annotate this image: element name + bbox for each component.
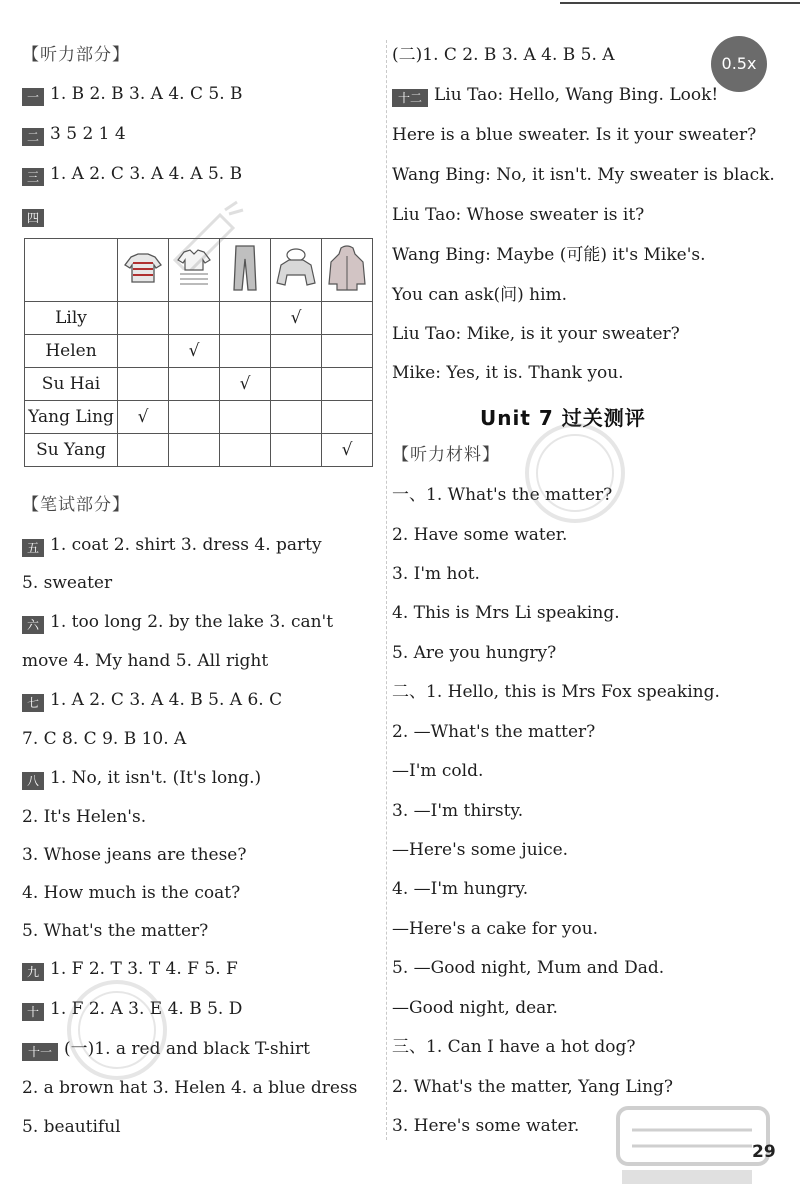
- answer-line-10: 十 1. F 2. A 3. E 4. B 5. D: [22, 998, 242, 1021]
- listening-header: 【听力部分】: [22, 45, 130, 65]
- carrot-watermark-icon: [165, 200, 245, 270]
- material-line: 3. I'm hot.: [392, 564, 480, 584]
- dialogue-line-7: Liu Tao: Mike, is it your sweater?: [392, 324, 680, 344]
- section-marker: 二: [22, 128, 44, 146]
- writing-header: 【笔试部分】: [22, 495, 130, 515]
- material-line: 二、1. Hello, this is Mrs Fox speaking.: [392, 682, 720, 702]
- material-line: 5. —Good night, Mum and Dad.: [392, 958, 665, 978]
- tick-cell: [322, 335, 373, 368]
- tick-cell: [220, 302, 271, 335]
- row-name: Helen: [25, 335, 118, 368]
- tick-cell: [271, 434, 322, 467]
- tick-cell: [118, 302, 169, 335]
- tick-cell: √: [169, 335, 220, 368]
- tick-cell: √: [322, 434, 373, 467]
- answer-line-5a: 五 1. coat 2. shirt 3. dress 4. party: [22, 534, 322, 557]
- tick-cell: [169, 302, 220, 335]
- kuaidui-watermark-icon: [520, 418, 630, 528]
- material-line: 5. Are you hungry?: [392, 643, 557, 663]
- dialogue-line-1: 十二 Liu Tao: Hello, Wang Bing. Look!: [392, 84, 718, 107]
- answer-line-8-1: 八 1. No, it isn't. (It's long.): [22, 767, 261, 790]
- section-marker: 九: [22, 963, 44, 981]
- section-marker: 十二: [392, 89, 428, 107]
- column-divider: [386, 40, 387, 1140]
- answer-line-3: 三 1. A 2. C 3. A 4. A 5. B: [22, 163, 242, 186]
- material-line: 3. —I'm thirsty.: [392, 801, 524, 821]
- section-marker: 十一: [22, 1043, 58, 1061]
- section-marker: 七: [22, 694, 44, 712]
- tick-cell: [220, 434, 271, 467]
- kuaidui-watermark-icon: [62, 975, 172, 1085]
- coat-icon: [322, 239, 373, 302]
- top-rule: [560, 2, 800, 4]
- tick-cell: [169, 368, 220, 401]
- answer-line-11-part2: (二)1. C 2. B 3. A 4. B 5. A: [392, 45, 615, 65]
- tick-cell: [322, 302, 373, 335]
- answer-line-11c: 5. beautiful: [22, 1117, 121, 1137]
- material-header: 【听力材料】: [392, 445, 500, 465]
- section-marker: 一: [22, 88, 44, 106]
- row-name: Yang Ling: [25, 401, 118, 434]
- table-row: [25, 335, 373, 368]
- section-marker: 四: [22, 209, 44, 227]
- answer-line-7b: 7. C 8. C 9. B 10. A: [22, 729, 187, 749]
- playback-speed-button[interactable]: 0.5x: [711, 36, 767, 92]
- material-line: 2. —What's the matter?: [392, 722, 596, 742]
- material-line: 2. What's the matter, Yang Ling?: [392, 1077, 674, 1097]
- table-row: [25, 401, 373, 434]
- section-marker: 五: [22, 539, 44, 557]
- answer-line-4: [22, 204, 50, 227]
- tick-cell: √: [271, 302, 322, 335]
- tick-cell: [118, 335, 169, 368]
- tick-cell: √: [118, 401, 169, 434]
- tick-cell: [169, 401, 220, 434]
- answer-line-7a: 七 1. A 2. C 3. A 4. B 5. A 6. C: [22, 689, 282, 712]
- answer-line-11a: 十一 (一)1. a red and black T-shirt: [22, 1038, 310, 1061]
- tick-cell: [271, 368, 322, 401]
- tick-cell: [169, 434, 220, 467]
- sweater-icon: [118, 239, 169, 302]
- row-name: Su Yang: [25, 434, 118, 467]
- material-line: 一、1. What's the matter?: [392, 485, 613, 505]
- section-marker: 十: [22, 1003, 44, 1021]
- section-marker: 六: [22, 616, 44, 634]
- material-line: —Here's a cake for you.: [392, 919, 599, 939]
- hat-coat-icon: [271, 239, 322, 302]
- table-corner: [25, 239, 118, 302]
- material-line: —Good night, dear.: [392, 998, 558, 1018]
- dialogue-line-4: Liu Tao: Whose sweater is it?: [392, 205, 645, 225]
- dialogue-line-8: Mike: Yes, it is. Thank you.: [392, 363, 624, 383]
- material-line: 3. Here's some water.: [392, 1116, 580, 1136]
- tick-cell: [118, 434, 169, 467]
- material-line: —I'm cold.: [392, 761, 484, 781]
- tick-cell: [322, 401, 373, 434]
- tick-cell: [271, 335, 322, 368]
- table-row: [25, 434, 373, 467]
- tick-cell: [220, 335, 271, 368]
- material-line: 4. —I'm hungry.: [392, 879, 529, 899]
- material-line: —Here's some juice.: [392, 840, 569, 860]
- dialogue-line-5: Wang Bing: Maybe (可能) it's Mike's.: [392, 245, 706, 265]
- material-line: 4. This is Mrs Li speaking.: [392, 603, 620, 623]
- answer-line-6b: move 4. My hand 5. All right: [22, 651, 269, 671]
- answer-line-8-4: 4. How much is the coat?: [22, 883, 241, 903]
- material-line: 三、1. Can I have a hot dog?: [392, 1037, 636, 1057]
- dialogue-line-3: Wang Bing: No, it isn't. My sweater is black.: [392, 165, 775, 185]
- clothes-table: [24, 238, 373, 467]
- answer-line-8-5: 5. What's the matter?: [22, 921, 209, 941]
- page-number: 29: [752, 1142, 776, 1162]
- unit-title: Unit 7 过关测评: [480, 406, 646, 430]
- answer-line-5b: 5. sweater: [22, 573, 113, 593]
- dialogue-line-6: You can ask(问) him.: [392, 285, 568, 305]
- answer-line-6a: 六 1. too long 2. by the lake 3. can't: [22, 611, 333, 634]
- table-row: [25, 302, 373, 335]
- row-name: Lily: [25, 302, 118, 335]
- answer-line-8-3: 3. Whose jeans are these?: [22, 845, 247, 865]
- tick-cell: √: [220, 368, 271, 401]
- dialogue-line-2: Here is a blue sweater. Is it your sweater?: [392, 125, 757, 145]
- section-marker: 三: [22, 168, 44, 186]
- section-marker: 八: [22, 772, 44, 790]
- answer-line-11b: 2. a brown hat 3. Helen 4. a blue dress: [22, 1078, 358, 1098]
- material-line: 2. Have some water.: [392, 525, 568, 545]
- tick-cell: [118, 368, 169, 401]
- answer-line-2: 二 3 5 2 1 4: [22, 123, 126, 146]
- tick-cell: [271, 401, 322, 434]
- answer-line-1: 一 1. B 2. B 3. A 4. C 5. B: [22, 83, 243, 106]
- tick-cell: [220, 401, 271, 434]
- tick-cell: [322, 368, 373, 401]
- row-name: Su Hai: [25, 368, 118, 401]
- answer-line-8-2: 2. It's Helen's.: [22, 807, 147, 827]
- answer-line-9: 九 1. F 2. T 3. T 4. F 5. F: [22, 958, 238, 981]
- table-row: [25, 368, 373, 401]
